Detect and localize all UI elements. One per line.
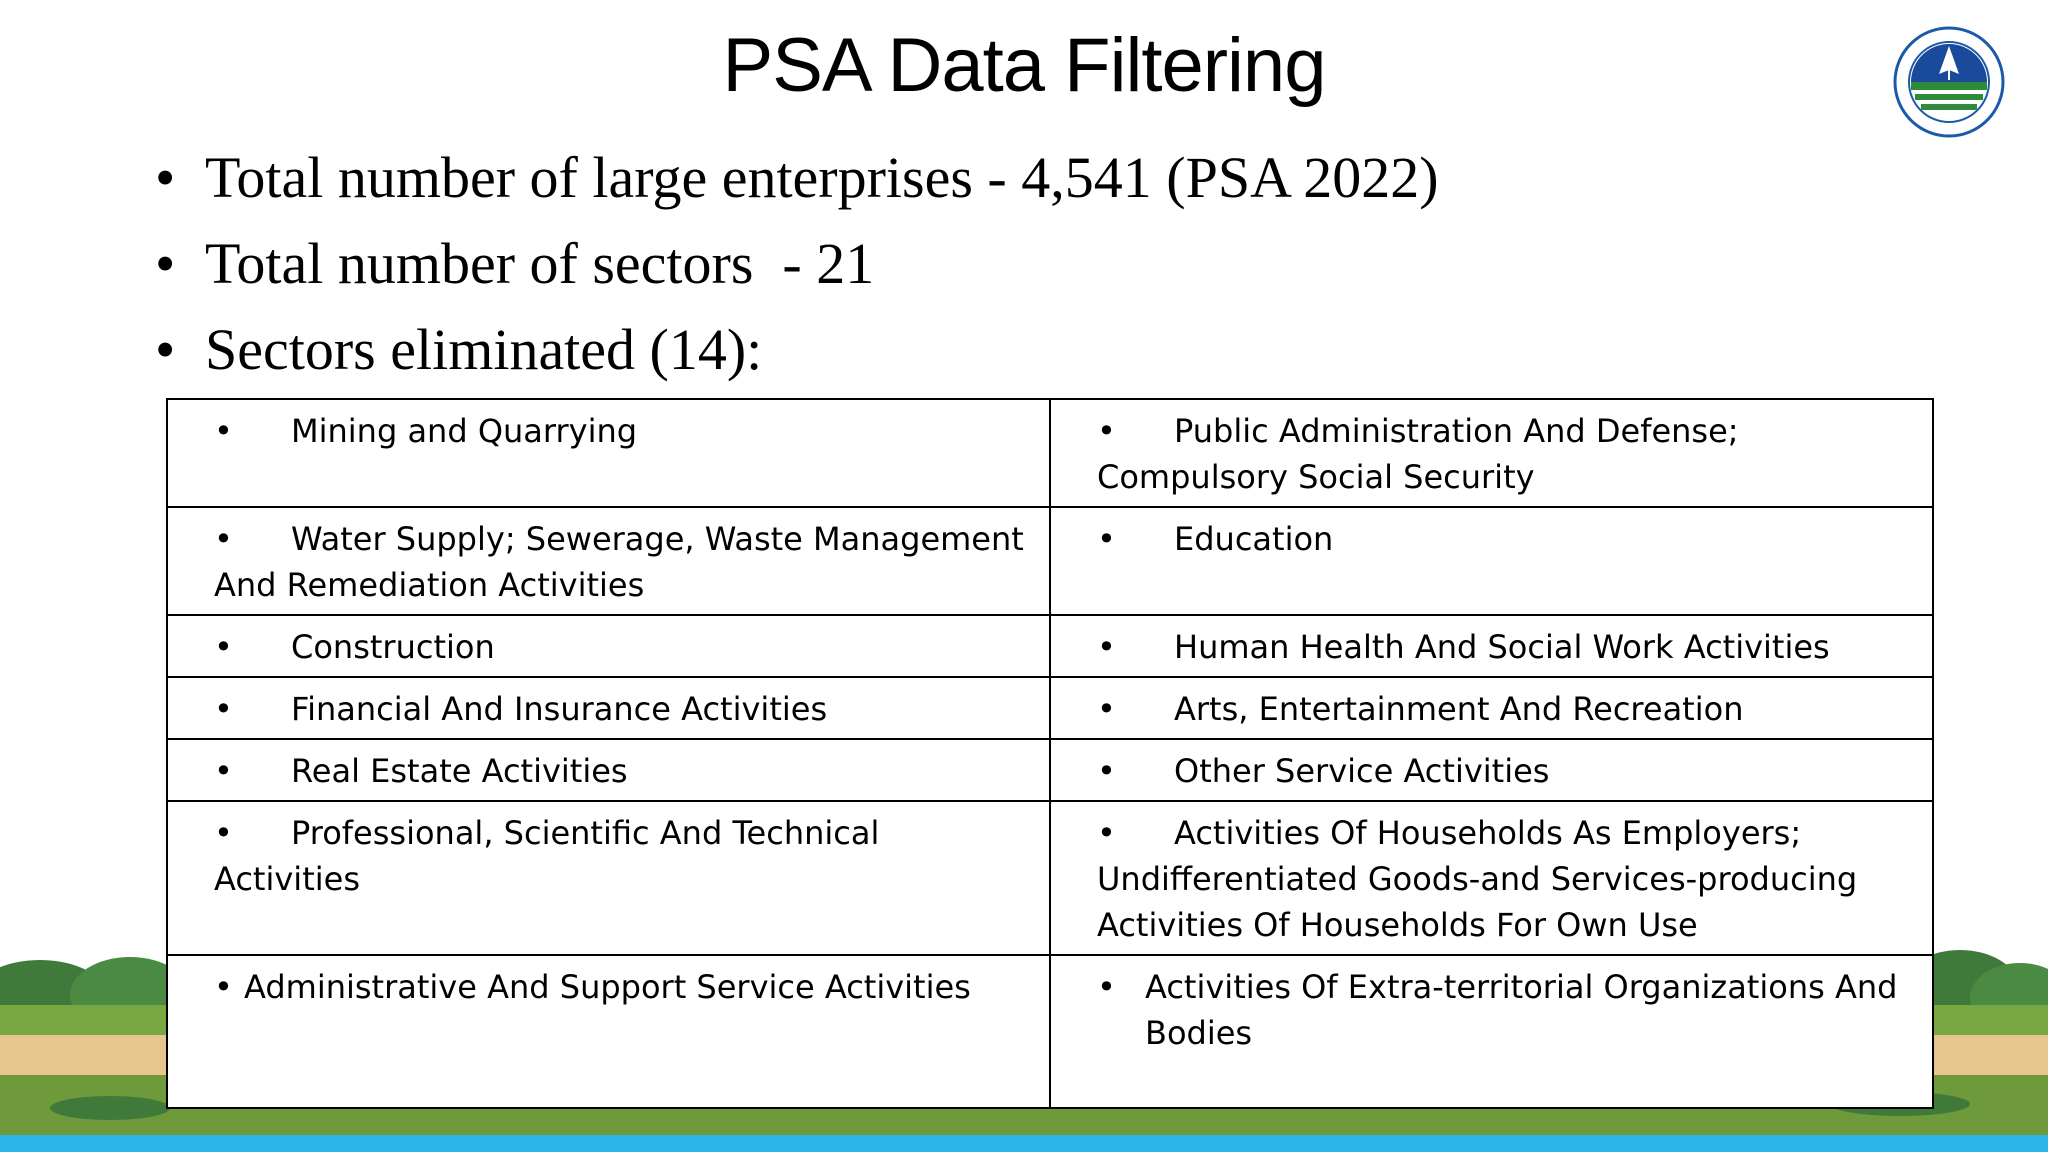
- table-row: [167, 739, 1933, 801]
- table-cell: • Other Service Activities: [1050, 739, 1933, 801]
- table-cell: • Construction: [167, 615, 1050, 677]
- table-cell: • Activities Of Households As Employers; Undifferentiated Goods-and Services-producing Activities Of Households For Own Use: [1050, 801, 1933, 955]
- table-cell: • Real Estate Activities: [167, 739, 1050, 801]
- table-row: [167, 677, 1933, 739]
- table-row: [167, 955, 1933, 1108]
- summary-bullet-list: [155, 135, 1439, 393]
- table-cell: • Financial And Insurance Activities: [167, 677, 1050, 739]
- eliminated-sectors-table: [166, 398, 1934, 1109]
- bullet-sectors-eliminated: • Sectors eliminated (14):: [155, 317, 763, 382]
- table-cell: • Professional, Scientific And Technical Activities: [167, 801, 1050, 955]
- table-cell: • Arts, Entertainment And Recreation: [1050, 677, 1933, 739]
- table-row: [167, 615, 1933, 677]
- table-cell: • Education: [1050, 507, 1933, 615]
- table-cell: • Mining and Quarrying: [167, 399, 1050, 507]
- bullet-total-enterprises: • Total number of large enterprises - 4,541 (PSA 2022): [155, 145, 1439, 210]
- table-cell: • Human Health And Social Work Activities: [1050, 615, 1933, 677]
- table-row: [167, 801, 1933, 955]
- table-cell: • Water Supply; Sewerage, Waste Management And Remediation Activities: [167, 507, 1050, 615]
- table-row: [167, 399, 1933, 507]
- bullet-total-sectors: • Total number of sectors - 21: [155, 231, 875, 296]
- table-row: [167, 507, 1933, 615]
- slide-title: PSA Data Filtering: [722, 23, 1326, 108]
- denr-seal-icon: [1893, 26, 2005, 138]
- table-cell: • Administrative And Support Service Activities: [167, 955, 1050, 1108]
- table-cell: • Activities Of Extra-territorial Organizations And Bodies: [1050, 955, 1933, 1108]
- table-cell: • Public Administration And Defense; Compulsory Social Security: [1050, 399, 1933, 507]
